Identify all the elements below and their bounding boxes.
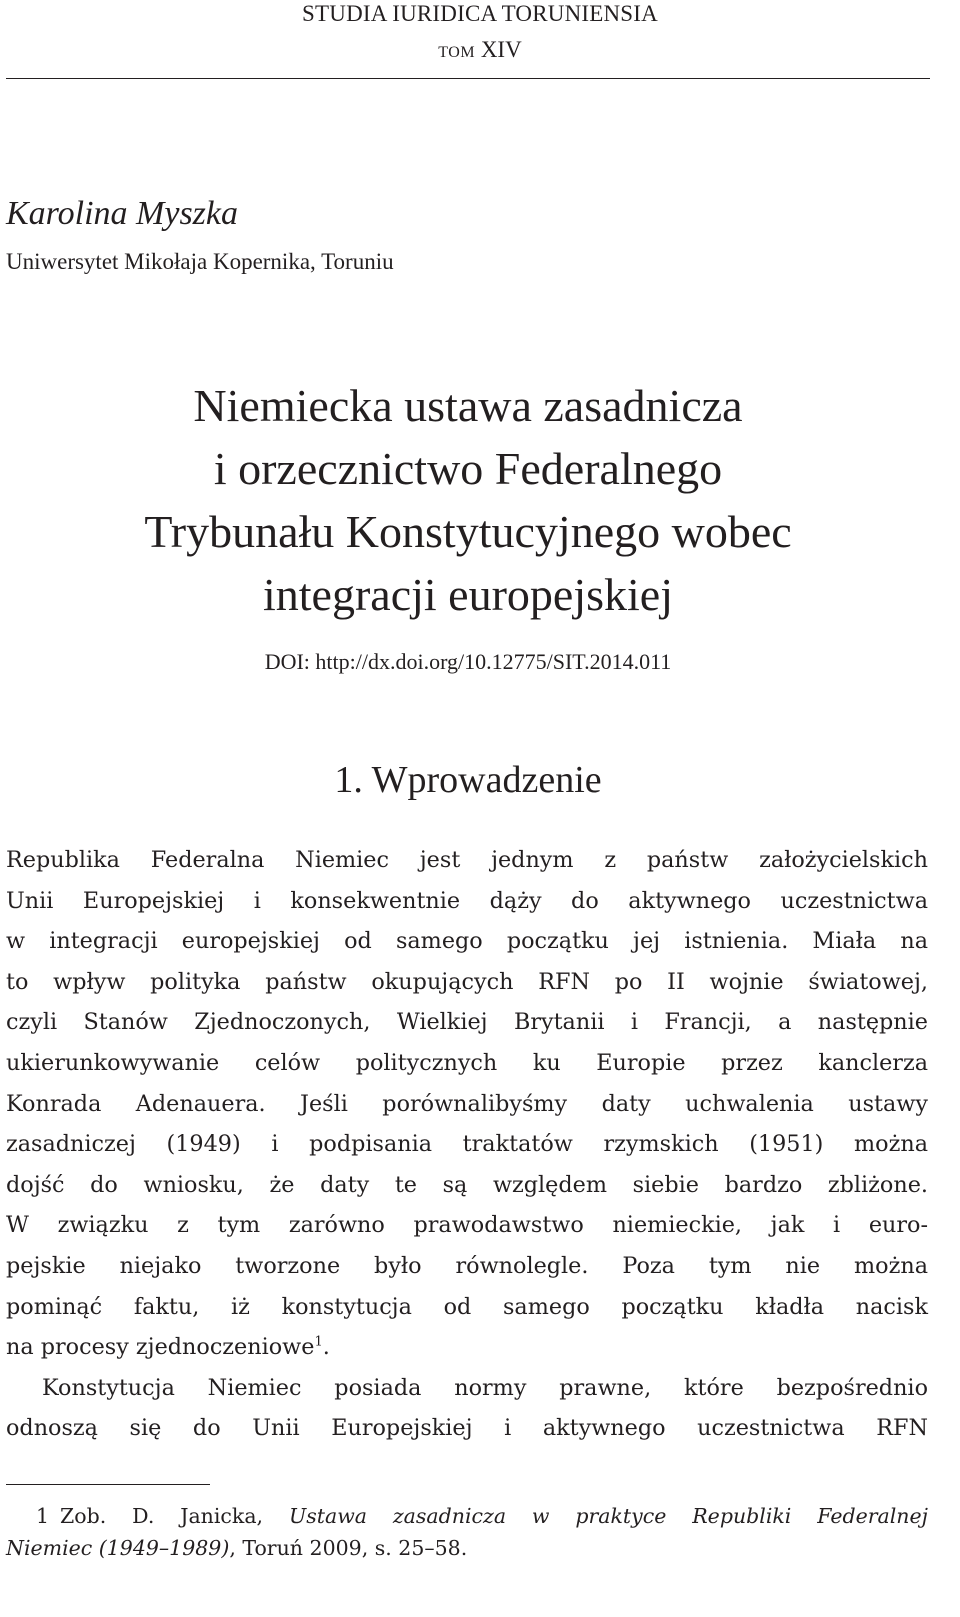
footnote-line [6,1500,928,1532]
article-title [0,374,936,626]
footnote-citation: , Toruń 2009, s. 25–58. [229,1536,468,1560]
body-line: pominąć faktu, iż konstytucja od samego początku kładła nacisk [6,1293,928,1320]
body-line: Unii Europejskiej i konsekwentnie dąży do aktywnego uczestnictwa [6,887,928,914]
body-line: W związku z tym zarówno prawodawstwo niemieckie, jak i euro- [6,1212,928,1239]
body-line: to wpływ polityka państw okupujących RFN po II wojnie światowej, [6,968,928,995]
body-line: zasadniczej (1949) i podpisania traktatów rzymskich (1951) można [6,1131,928,1158]
footnote-rule [6,1484,210,1485]
running-header [0,0,960,67]
doi-link[interactable]: DOI: http://dx.doi.org/10.12775/SIT.2014.011 [264,649,672,674]
body-text [6,840,928,1449]
title-line: i orzecznictwo Federalnego [213,443,723,494]
body-line: dojść do wniosku, że daty te są względem siebie bardzo zbliżone. [6,1171,928,1198]
body-line-text: na procesy zjednoczeniowe [6,1334,315,1361]
volume-prefix: TOM [438,44,476,61]
footnote [6,1500,928,1564]
volume-label [0,36,960,67]
body-line: Konstytucja Niemiec posiada normy prawne, które bezpośrednio [42,1374,928,1401]
footnote-cited-title-cont: Niemiec (1949–1989) [6,1536,230,1560]
body-line-end: . [322,1334,330,1361]
footnote-reference[interactable]: 1 [314,1334,323,1350]
title-line: Niemiecka ustawa zasadnicza [193,380,743,431]
journal-title: STUDIA IURIDICA TORUNIENSIA [302,1,658,26]
body-line: ukierunkowywanie celów politycznych ku Europie przez kanclerza [6,1049,928,1076]
footnote-text: Zob. D. Janicka, [60,1504,289,1528]
body-line: czyli Stanów Zjednoczonych, Wielkiej Brytanii i Francji, a następnie [6,1009,928,1036]
title-line: Trybunału Konstytucyjnego wobec [144,506,792,557]
body-line: pejskie niejako tworzone było równolegle. Poza tym nie można [6,1252,928,1279]
body-line-last [6,1327,928,1368]
header-rule [6,78,930,79]
body-line: Konrada Adenauera. Jeśli porównalibyśmy daty uchwalenia ustawy [6,1090,928,1117]
author-name: Karolina Myszka [6,195,239,232]
section-heading: 1. Wprowadzenie [334,759,602,801]
body-line: odnoszą się do Unii Europejskiej i aktywnego uczestnictwa RFN [6,1415,928,1442]
body-line: Republika Federalna Niemiec jest jednym z państw założycielskich [6,847,928,873]
title-line: integracji europejskiej [262,569,673,620]
footnote-cited-title: Ustawa zasadnicza w praktyce Republiki Federalnej [288,1504,929,1528]
body-line: w integracji europejskiej od samego początku jej istnienia. Miała na [6,928,928,955]
footnote-number: 1 [36,1504,50,1528]
author-affiliation: Uniwersytet Mikołaja Kopernika, Toruniu [6,249,394,274]
footnote-line [6,1532,928,1564]
volume-number: XIV [480,37,522,62]
